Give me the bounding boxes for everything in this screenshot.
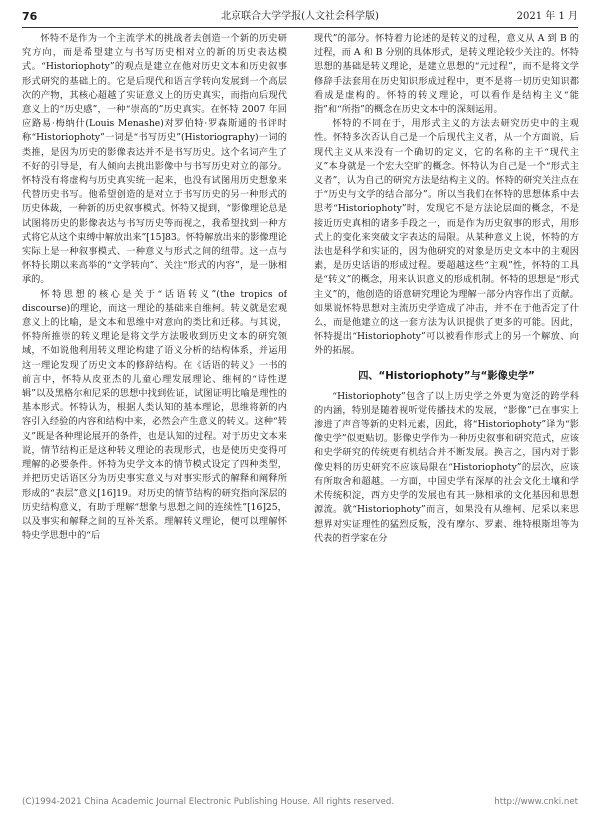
copyright-notice: (C)1994-2021 China Academic Journal Electronic Publishing House. All rights reserved. bbox=[22, 797, 395, 807]
right-column bbox=[314, 32, 579, 787]
paragraph: 怀特思想的核心是关于“话语转义”(the tropics of discourse)的理论，而这一理论的基础来自维柯。转义就是宏观意义上的比喻，是文本和思维中对意向的类比和迁移。与其说，怀特所推崇的转义理论是将文学方法吸收到历史文本的研究领域，不如说他利用转义理论构建了语义分析的结构体系，并运用这一理论发现了历史文本的修辞结构。在《话语的转义》一书的前言中，怀特从皮亚杰的儿童心理发展理论、维柯的“诗性逻辑”以及黑格尔和尼采的思想中找到佐证，试图证明比喻是理性的基本形式。怀特认为，根据人类认知的基本理论，思维将新的内容引入经验的内容和结构中来，必然会产生意义的转义。这种“转义”既是各种理论展开的条件，也是认知的过程。对于历史文本来说，情节结构正是这种转义理论的表现形式，也是使历史变得可理解的必要条件。怀特为史学文本的情节模式设定了四种类型，并把历史话语区分为历史事实意义与对事实形式的解释和阐释所形成的“表层”意义[16]19。对历史的情节结构的研究指向深层的历史结构意义，有助于理解“想象与思想之间的连续性”[16]25，以及事实和解释之间的互补关系。理解转义理论，便可以理解怀特史学思想中的“后 bbox=[22, 288, 287, 542]
page-footer bbox=[0, 797, 600, 811]
paragraph: “Historiophoty”包含了以上历史学之外更为宽泛的跨学科的内涵，特别是随着视听觉传播技术的发展，“影像”已在事实上渗进了声音等新的史料元素，因此，将“Historiophoty”译为“影像史学”似更贴切。影像史学作为一种历史叙事和研究范式，应该和史学研究的传统更有机结合并不断发展。换言之，国内对于影像史料的历史研究不应该局限在“Historiophoty”的层次，应该有所取舍和超越。一方面，中国史学有深厚的社会文化土壤和学术传统积淀，西方史学的发展也有其一脉相承的文化基因和思想源流。就“Historiophoty”而言，如果没有从维柯、尼采以来思想界对实证理性的猛烈反叛，没有摩尔、罗素、维特根斯坦等为代表的哲学家在分 bbox=[314, 390, 579, 544]
paragraph: 怀特不是作为一个主流学术的挑战者去创造一个新的历史研究方向，而是希望建立与书写历史相对立的新的历史表达模式。“Historiophoty”的观点是建立在他对历史文本和历史叙事形式研究的基础上的。它是后现代和语言学转向发展到一个高层次的产物，其核心超越了实证意义上的历史真实，而指向后现代意义上的“历史感”，一种“崇高的”历史真实。在怀特 2007 年回应路易·梅纳什(Louis Menashe)对罗伯特·罗森斯通的书评时称“Historiophoty”一词是“书写历史”(Historiography)一词的类推，是因为历史的影像表达并不是书写历史。这个名词产生了不好的引导是，有人倾向去挑出影像中与书写历史对立的部分。怀特没有将虚构与历史真实统一起来，也没有试图用历史想象来代替历史书写。他希望创造的是对立于书写历史的另一种形式的历史体裁，一种新的历史叙事模式。怀特又提到，“影像理论总是试图将历史的影像表达与书写历史等而视之，我希望找到一种方式将它从这个束缚中解放出来”[15]83。怀特解放出来的影像理论实际上是一种叙事模式、一种意义与形式之间的纽带。这一点与怀特长期以来高举的“文学转向”、关注“形式的内容”，是一脉相承的。 bbox=[22, 33, 287, 286]
paragraph: 怀特的不同在于，用形式主义的方法去研究历史中的主观性。怀特多次否认自己是一个后现代主义者，从一个方面说，后现代主义从来没有一个确切的定义，它的名称的主干“现代主义”本身就是一个宏大空旷的概念。怀特认为自己是一个“形式主义者”，认为自己的研究方法是结构主义的。怀特的研究关注点在于“历史与文学的结合部分”。所以当我们在怀特的思想体系中去思考“Historiophoty”时，发现它不是方法论层面的概念，不是接近历史真相的诸多手段之一，而是作为历史叙事的形式，用形式上的变化来突破文字表达的局限。从某种意义上说，怀特的方法也是科学和实证的，因为他研究的对象是历史文本中的主观因素，是历史话语的形成过程。要超越这些“主观”性，怀特的工具是“转义”的概念，用来认识意义的形成机制。怀特的思想是“形式主义”的，他创造的语意研究理论为理解一部分内容作出了贡献。如果说怀特思想对主流历史学造成了冲击，并不在于他否定了什么，而是他建立的这一套方法为认识提供了更多的可能。因此，怀特提出“Historiophoty”可以被看作形式上的另一个解放、向外的拓展。 bbox=[314, 118, 579, 357]
paragraph: 现代”的部分。怀特着力论述的是转义的过程，意义从 A 到 B 的过程，而 A 和 B 分别的具体形式，是转义理论较少关注的。怀特思想的基础是转义理论，是建立思想的“元过程”，而不是将文学修辞手法套用在历史知识形成过程中，更不是将一切历史知识都看成是虚构的。怀特的转义理论，可以看作是结构主义“能指”和“所指”的概念在历史文本中的深刻运用。 bbox=[314, 33, 579, 116]
left-column bbox=[22, 32, 287, 787]
running-header bbox=[22, 9, 578, 25]
header-rule bbox=[22, 27, 578, 28]
footer-url[interactable]: http://www.cnki.net bbox=[494, 797, 578, 807]
journal-title: 北京联合大学学报(人文社会科学版) bbox=[221, 11, 379, 22]
page-number: 76 bbox=[22, 10, 38, 23]
issue-date: 2021 年 1 月 bbox=[516, 11, 578, 22]
section-heading: 四、“Historiophoty”与“影像史学” bbox=[358, 370, 535, 382]
